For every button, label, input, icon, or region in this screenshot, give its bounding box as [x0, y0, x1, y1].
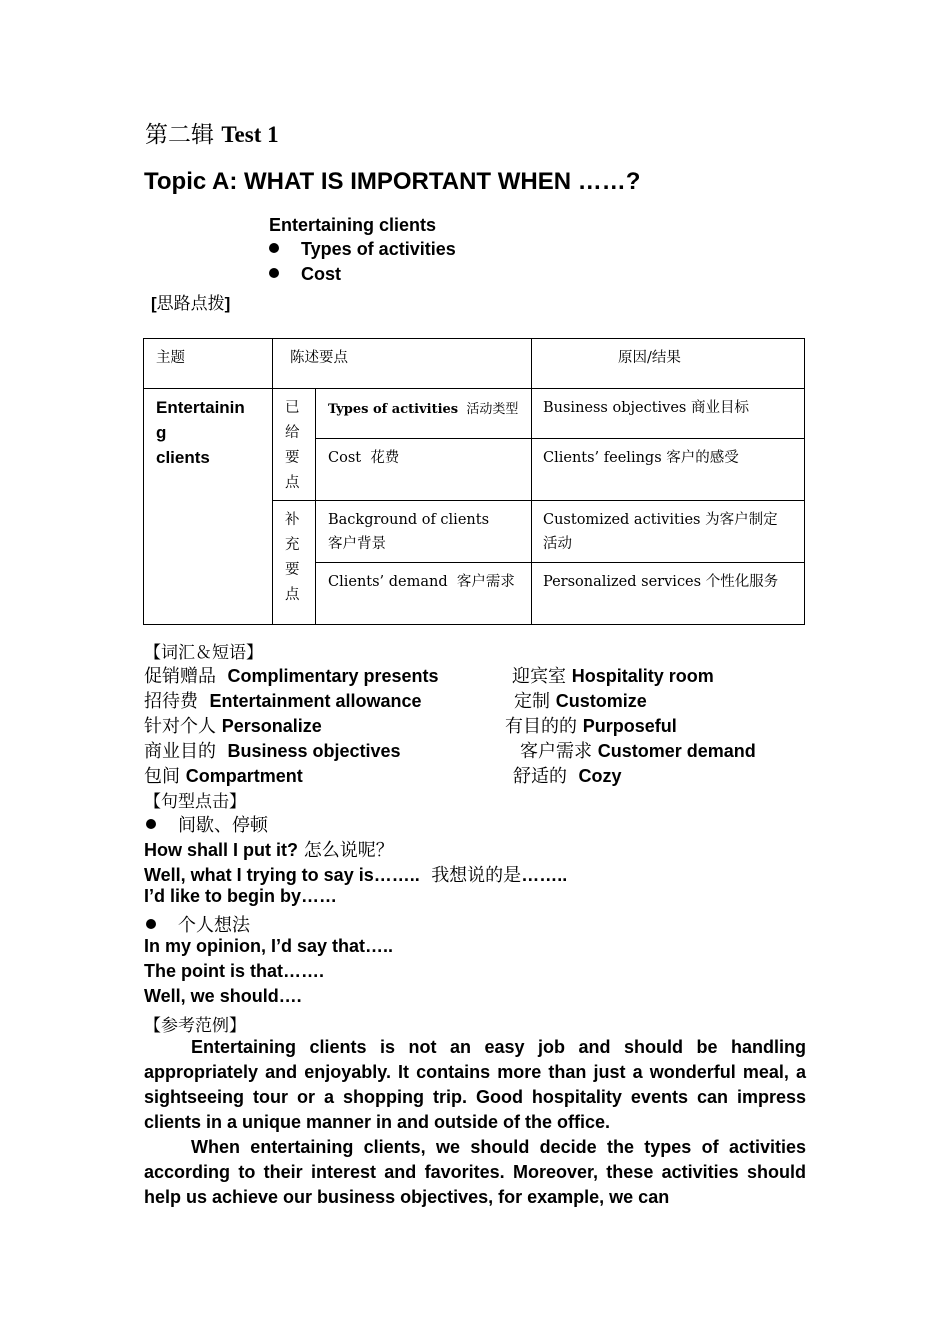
vocab-item: 针对个人 Personalize [144, 716, 322, 737]
vocab-item: 商业目的 Business objectives [144, 741, 401, 762]
table-reason: Business objectives 商业目标 [543, 400, 749, 416]
topic-title: Topic A: WHAT IS IMPORTANT WHEN ……? [144, 168, 641, 195]
test-title-en: Test 1 [221, 122, 279, 147]
sample-essay [144, 1035, 806, 1210]
topic-line: Entertainin [156, 398, 245, 417]
sentence-group-title: 个人想法 [146, 911, 250, 937]
sentences-heading: 【句型点击】 [144, 792, 246, 812]
table-point: Cost 花费 [328, 450, 400, 466]
bullet-text: Types of activities [301, 239, 456, 259]
vocab-item: 促销赠品 Complimentary presents [144, 666, 439, 687]
sample-paragraph: Entertaining clients is not an easy job and should be handling appropriately and enjoyably. It contains more than just a wonderful meal, a sightseeing tour or a shopping trip. Good hospitality events can impress clients in a unique manner in and outside of the office. [144, 1037, 806, 1132]
vocab-item: 有目的的 Purposeful [505, 716, 677, 737]
bullet-text: Cost [301, 264, 341, 284]
vocab-item: 包间 Compartment [144, 766, 303, 787]
vocab-item: 招待费 Entertainment allowance [144, 691, 422, 712]
sentence-item: I’d like to begin by…… [144, 886, 338, 906]
table-point: Types of activities 活动类型 [328, 402, 519, 417]
table-reason: Clients’ feelings 客户的感受 [543, 450, 739, 466]
sentence-item: In my opinion, I’d say that….. [144, 936, 394, 956]
bullet-icon [146, 919, 156, 929]
table-point: Background of clients 客户背景 [328, 512, 490, 552]
vocab-item: 迎宾室 Hospitality room [512, 666, 714, 687]
sentence-item: Well, what I trying to say is…….. 我想说的是…….. [144, 865, 568, 886]
table-topic [156, 395, 245, 470]
sample-paragraph: When entertaining clients, we should decide the types of activities according to their interest and favorites. Moreover, these activities should help us achieve our business objectives, for example, we can [144, 1137, 806, 1207]
outline-table [143, 338, 805, 625]
sentence-group-title: 间歇、停顿 [146, 811, 268, 837]
table-header: 原因/结果 [618, 350, 681, 366]
table-reason: Personalized services 个性化服务 [543, 574, 779, 590]
bullet-icon [146, 819, 156, 829]
bullet-icon [269, 243, 279, 253]
sentence-item: The point is that……. [144, 961, 324, 981]
hint-text: 思路点拨 [156, 294, 225, 314]
table-reason: Customized activities 为客户制定 活动 [543, 512, 778, 552]
vocab-item: 定制 Customize [514, 691, 647, 712]
vocab-item: 舒适的 Cozy [513, 766, 622, 787]
vocab-heading: 【词汇＆短语】 [144, 643, 263, 663]
table-point: Clients’ demand 客户需求 [328, 574, 515, 590]
bullet-item [269, 239, 456, 260]
sentence-item: How shall I put it? 怎么说呢？ [144, 840, 394, 861]
table-header: 主题 [156, 350, 185, 366]
sentence-item: Well, we should…. [144, 986, 302, 1006]
given-points-label: 已 给 要 点 [285, 400, 300, 491]
topic-line: g [156, 423, 167, 442]
sample-heading: 【参考范例】 [144, 1016, 246, 1036]
vocab-item: 客户需求 Customer demand [520, 741, 756, 762]
table-header: 陈述要点 [290, 350, 348, 366]
topic-line: clients [156, 448, 210, 467]
hint-label: [思路点拨] [151, 294, 231, 314]
bullet-icon [269, 268, 279, 278]
test-title [145, 116, 279, 149]
bullet-item [269, 264, 341, 285]
extra-points-label: 补 充 要 点 [285, 512, 300, 603]
test-title-cn: 第二辑 [145, 122, 214, 148]
topic-heading: Entertaining clients [269, 215, 437, 235]
